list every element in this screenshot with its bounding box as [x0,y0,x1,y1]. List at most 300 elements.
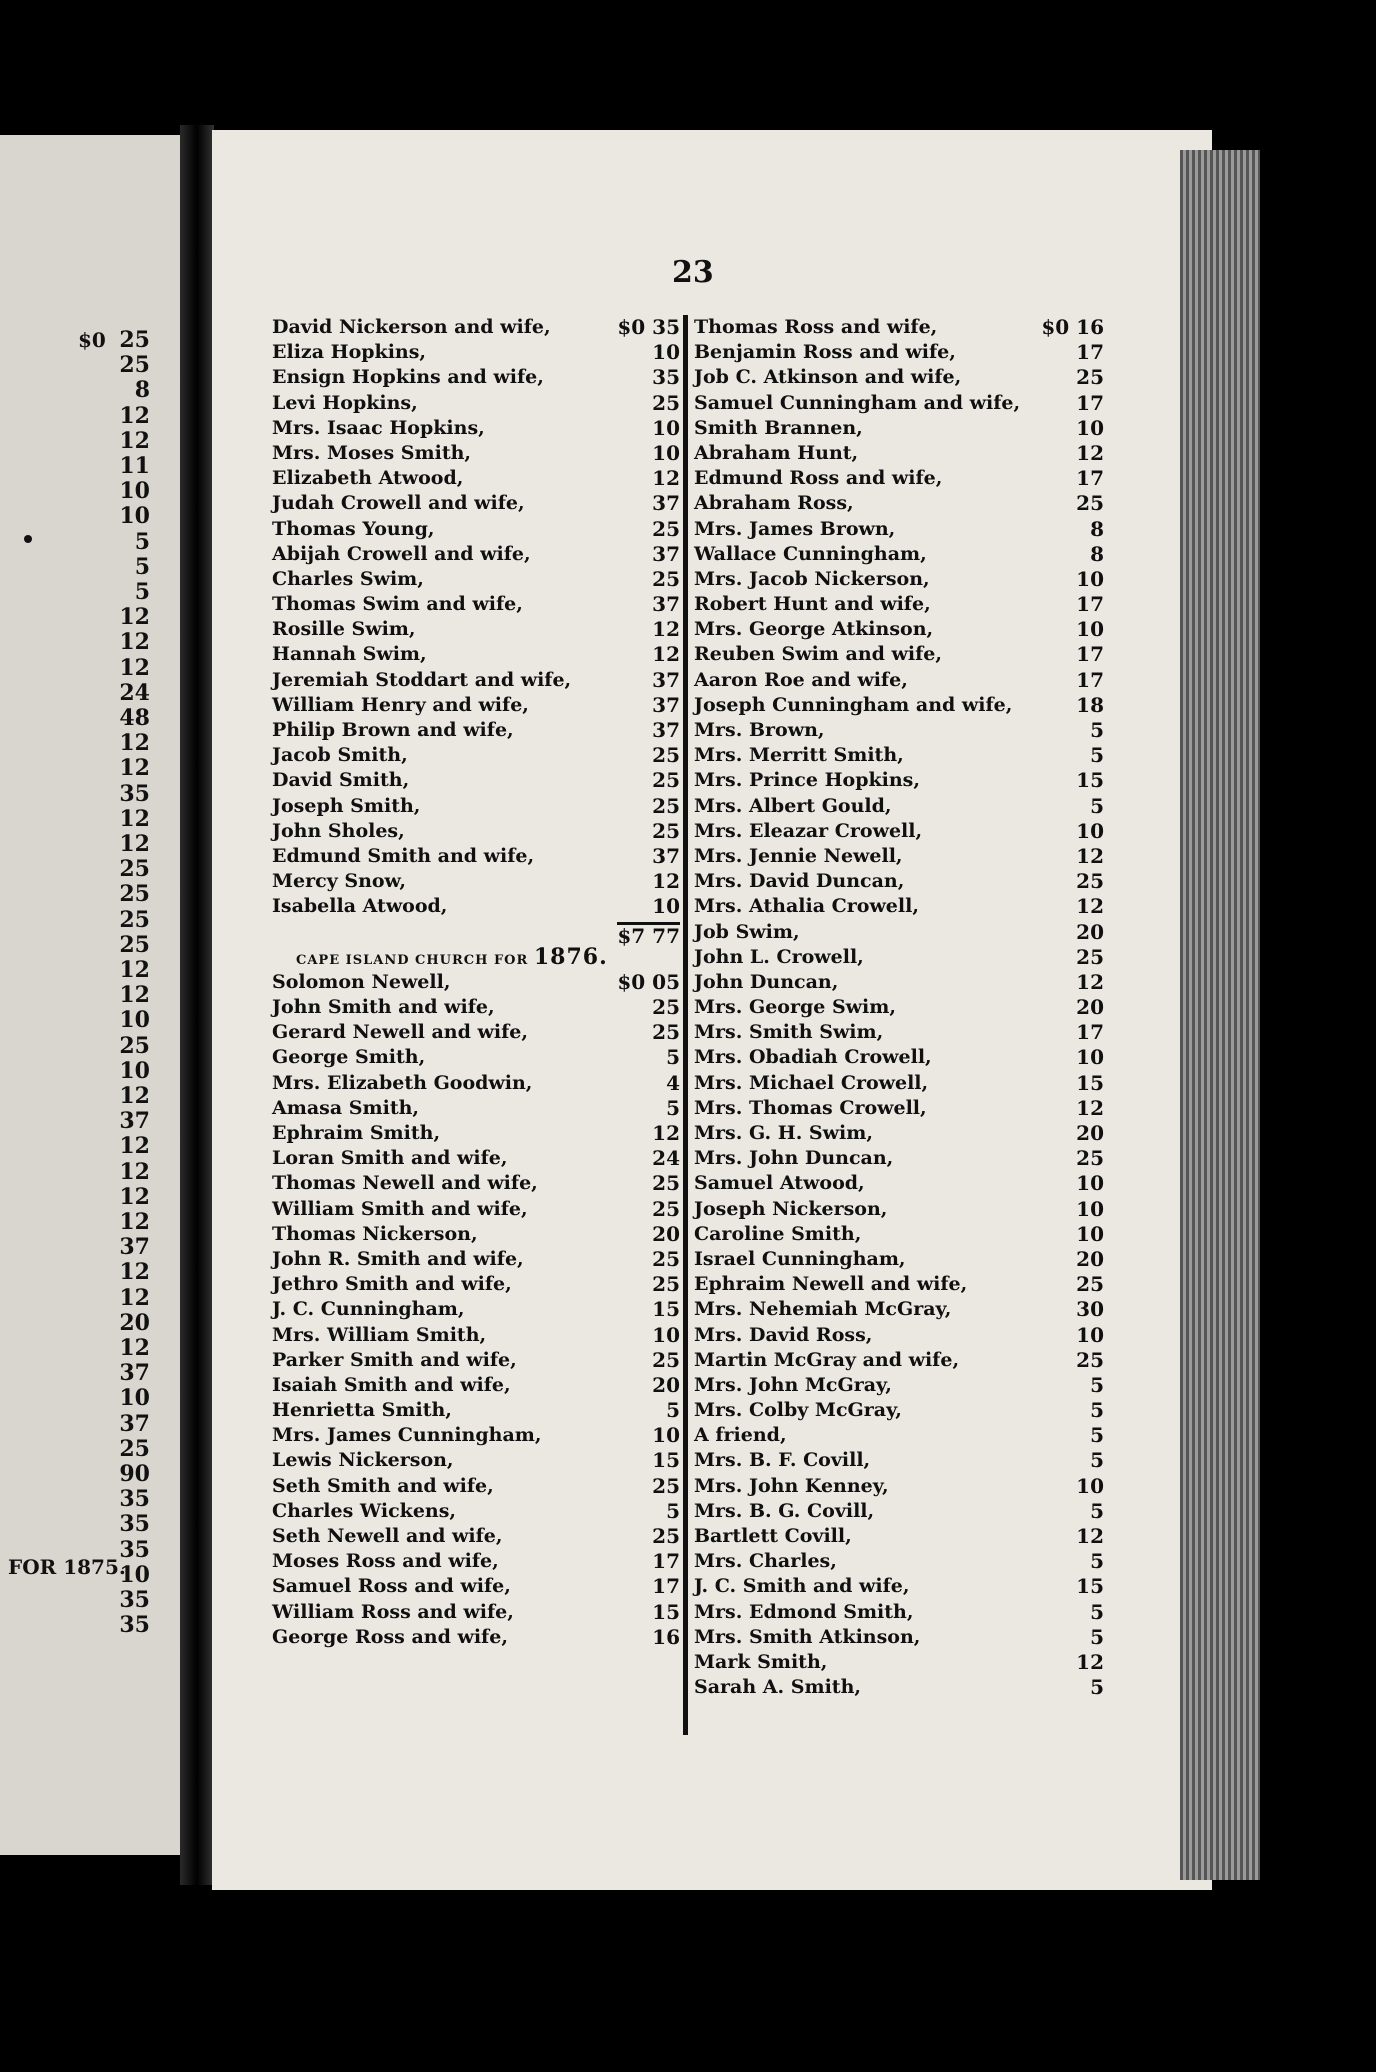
entry-row [272,869,680,894]
contributor-name: Mrs. George Swim, [694,996,896,1019]
entry-row [272,768,680,793]
contributor-name: Aaron Roe and wife, [694,668,908,691]
contribution-amount: 25 [652,1171,680,1196]
contributor-name: George Ross and wife, [272,1625,508,1648]
contribution-amount: 25 [652,1246,680,1271]
entry-row [694,365,1104,390]
left-page-dollar: $0 [78,328,106,352]
entry-row [272,1121,680,1146]
entry-row [694,1045,1104,1070]
left-page-amount: 35 [119,1511,150,1538]
left-page-amount: 37 [119,1234,150,1261]
entry-row [694,315,1104,340]
contribution-amount: 5 [1090,1624,1104,1649]
contributor-name: A friend, [694,1424,787,1447]
left-page-amount: 48 [119,705,150,731]
contribution-amount: 15 [652,1448,680,1473]
entry-row [272,1222,680,1247]
contribution-amount: 5 [666,1095,680,1120]
contributor-name: Mrs. David Ross, [694,1323,873,1346]
contribution-amount: 25 [1076,944,1104,969]
entry-row [272,1045,680,1070]
left-page-amount: 12 [119,1335,150,1361]
entry-row [694,1373,1104,1398]
entry-row [694,592,1104,617]
left-page-amount: 35 [119,1536,150,1563]
contribution-amount: 25 [652,743,680,768]
section-year: 1876. [533,943,608,970]
contributor-name: Mark Smith, [694,1650,828,1673]
contribution-amount: 25 [652,1196,680,1221]
contribution-amount: 37 [652,491,680,516]
left-page-amount: 12 [119,982,150,1009]
left-page-amount: 25 [119,906,150,933]
contributor-name: Mercy Snow, [272,870,406,893]
contribution-amount: 12 [1076,1649,1104,1674]
contributor-name: John Sholes, [272,819,405,842]
entry-row [272,668,680,693]
left-page-amount: 5 [134,579,150,605]
contributor-name: Mrs. Smith Atkinson, [694,1625,921,1648]
left-page-amount: 12 [119,1083,150,1109]
left-column [272,315,680,1650]
left-page-amount: 12 [119,1183,150,1210]
contribution-amount: 4 [666,1070,680,1095]
contribution-amount: 8 [1090,516,1104,541]
contributor-name: Rosille Swim, [272,618,416,641]
section-heading [272,945,680,970]
entry-row [694,1675,1104,1700]
contribution-amount: 17 [652,1549,680,1574]
contributor-name: Mrs. Jennie Newell, [694,844,903,867]
entry-row [694,517,1104,542]
contributor-name: Mrs. Albert Gould, [694,794,892,817]
contribution-amount: 10 [652,440,680,465]
entry-row [272,819,680,844]
contribution-amount: 10 [1076,1196,1104,1221]
contribution-amount: 15 [1076,768,1104,793]
entry-row [694,819,1104,844]
entry-row [694,1474,1104,1499]
contributor-name: J. C. Smith and wife, [694,1575,910,1598]
left-page-amount: 37 [119,1360,150,1387]
entry-row [272,1247,680,1272]
left-page-amount: 8 [134,377,150,404]
entry-row [694,1398,1104,1423]
left-page-amount: 10 [119,1385,150,1412]
left-page-amount: 25 [119,881,150,908]
entry-row [694,491,1104,516]
contribution-amount: 12 [652,466,680,491]
contributor-name: Thomas Ross and wife, [694,316,938,338]
entry-row [272,517,680,542]
entry-row [272,416,680,441]
entry-row [694,1600,1104,1625]
previous-page-fragment [0,135,180,1855]
contribution-amount: 12 [652,869,680,894]
left-page-amount: 12 [119,604,150,631]
contributor-name: Solomon Newell, [272,970,451,993]
contributor-name: Mrs. G. H. Swim, [694,1122,873,1144]
contributor-name: Martin McGray and wife, [694,1348,960,1371]
contributor-name: Jeremiah Stoddart and wife, [272,668,572,691]
entry-row [272,1348,680,1373]
contribution-amount: 5 [1090,1398,1104,1423]
right-column [694,315,1104,1700]
entry-row [272,1474,680,1499]
entry-row [694,642,1104,667]
contribution-amount: 5 [1090,1549,1104,1574]
contribution-amount: 37 [652,692,680,717]
entry-row [272,642,680,667]
entry-row [272,441,680,466]
contributor-name: Jacob Smith, [272,744,408,767]
left-page-amount: 35 [119,1486,150,1513]
contributor-name: Samuel Cunningham and wife, [694,391,1021,414]
entry-row [272,794,680,819]
contribution-amount: 17 [1076,592,1104,617]
contribution-amount: 12 [652,1121,680,1145]
contributor-name: Wallace Cunningham, [694,542,927,565]
left-page-amount: 25 [119,931,150,958]
contributor-name: John Smith and wife, [272,996,495,1019]
contributor-name: William Ross and wife, [272,1600,514,1623]
contributor-name: John R. Smith and wife, [272,1247,524,1270]
entry-row [272,466,680,491]
contribution-amount: 15 [1076,1070,1104,1095]
left-page-amount: 12 [119,427,150,454]
contributor-name: Philip Brown and wife, [272,719,514,741]
contributor-name: Mrs. Thomas Crowell, [694,1096,927,1119]
left-page-amount: 11 [119,453,150,479]
entry-row [694,1524,1104,1549]
entry-row [694,1448,1104,1473]
entry-row [694,995,1104,1020]
entry-row [694,1121,1104,1146]
entry-row [272,743,680,768]
contributor-name: Mrs. David Duncan, [694,870,905,893]
contribution-amount: $0 16 [1041,315,1104,339]
contribution-amount: 25 [652,818,680,843]
contribution-amount: 17 [652,1574,680,1599]
contributor-name: Mrs. James Cunningham, [272,1424,542,1447]
entry-row [272,693,680,718]
contributor-name: Smith Brannen, [694,416,863,439]
contributor-name: Job C. Atkinson and wife, [694,366,962,389]
contribution-amount: 10 [1076,1221,1104,1246]
contributor-name: Joseph Cunningham and wife, [694,693,1013,716]
contributor-name: Joseph Smith, [272,794,421,817]
entry-row [272,1398,680,1423]
contributor-name: Henrietta Smith, [272,1399,452,1422]
ink-spot [24,535,32,543]
contribution-amount: 25 [652,390,680,415]
entry-row [694,718,1104,743]
contributor-name: Loran Smith and wife, [272,1147,508,1170]
contribution-amount: 25 [652,1347,680,1372]
entry-row [272,1297,680,1322]
contributor-name: David Nickerson and wife, [272,316,551,338]
contribution-amount: 20 [1076,995,1104,1020]
entry-row [272,1448,680,1473]
page-edge [1180,150,1260,1880]
contribution-amount: 17 [1076,390,1104,415]
contribution-amount: 15 [652,1599,680,1624]
entry-row [272,1499,680,1524]
contribution-amount: 5 [1090,743,1104,768]
entry-row [694,466,1104,491]
entry-row [694,1146,1104,1171]
entry-row [272,970,680,995]
contribution-amount: 8 [1090,541,1104,566]
contribution-amount: 25 [652,1020,680,1045]
contribution-amount: 12 [652,642,680,667]
entry-row [694,1323,1104,1348]
entry-row [272,1323,680,1348]
entry-row [694,1247,1104,1272]
contributor-name: Thomas Young, [272,517,435,540]
entry-row [272,1600,680,1625]
contribution-amount: 10 [652,1423,680,1448]
contribution-amount: 10 [1076,1322,1104,1347]
entry-row [694,1071,1104,1096]
contributor-name: Mrs. Edmond Smith, [694,1600,914,1623]
contribution-amount: 25 [652,793,680,818]
contribution-amount: 12 [1076,440,1104,465]
contributor-name: Mrs. Charles, [694,1550,837,1573]
contributor-name: Parker Smith and wife, [272,1348,517,1371]
entry-row [694,391,1104,416]
entry-row [272,365,680,390]
contributor-name: Ephraim Smith, [272,1122,441,1144]
contributor-name: Isaiah Smith and wife, [272,1373,511,1396]
entry-row [694,1423,1104,1448]
contribution-amount: 5 [1090,1599,1104,1624]
contribution-amount: 30 [1076,1297,1104,1322]
contributor-name: Eliza Hopkins, [272,341,427,364]
contribution-amount: 37 [652,592,680,617]
entry-row [694,1499,1104,1524]
contribution-amount: 25 [652,995,680,1020]
contribution-amount: 5 [1090,793,1104,818]
entry-row [694,1625,1104,1650]
contributor-name: Robert Hunt and wife, [694,593,931,616]
left-page-amount: 25 [119,352,150,379]
contribution-amount: 5 [666,1398,680,1423]
entry-row [272,592,680,617]
contributor-name: Edmund Ross and wife, [694,467,943,490]
contribution-amount: 10 [1076,1171,1104,1196]
contribution-amount: 5 [1090,1423,1104,1448]
entry-row [694,1197,1104,1222]
contribution-amount: 25 [652,1272,680,1297]
contributor-name: Isabella Atwood, [272,895,448,918]
contribution-amount: 15 [1076,1574,1104,1599]
entry-row [272,1171,680,1196]
contribution-amount: 5 [666,1498,680,1523]
entry-row [272,1272,680,1297]
left-page-amount: 5 [134,553,150,580]
left-page-amount: 25 [119,1435,150,1462]
contribution-amount: 5 [666,1045,680,1070]
contribution-amount: 17 [1076,466,1104,491]
contribution-amount: 10 [1076,566,1104,591]
contributor-name: Benjamin Ross and wife, [694,341,956,364]
left-page-amount: 12 [119,1158,150,1185]
entry-row [694,844,1104,869]
contributor-name: Thomas Nickerson, [272,1222,478,1245]
entry-row [272,1020,680,1045]
contributor-name: Judah Crowell and wife, [272,492,525,515]
entry-row [272,894,680,919]
entry-row [272,1146,680,1171]
contribution-amount: 10 [1076,415,1104,440]
contributor-name: Mrs. Elizabeth Goodwin, [272,1071,533,1094]
contribution-amount: 10 [652,894,680,919]
contributor-name: Amasa Smith, [272,1096,420,1119]
contributor-name: Abijah Crowell and wife, [272,542,531,565]
left-page-amount: 10 [119,1561,150,1588]
contribution-amount: 16 [652,1624,680,1649]
contributor-name: Sarah A. Smith, [694,1676,862,1699]
entry-row [694,1272,1104,1297]
contributor-name: Mrs. John McGray, [694,1373,892,1396]
entry-row [272,1524,680,1549]
contributor-name: David Smith, [272,769,410,792]
entry-row [272,1625,680,1650]
contributor-name: Abraham Hunt, [694,441,859,464]
left-page-amount: 25 [119,1032,150,1059]
contribution-amount: 12 [652,617,680,642]
contributor-name: Thomas Newell and wife, [272,1172,538,1195]
contributor-name: Mrs. B. G. Covill, [694,1499,875,1522]
entry-row [694,441,1104,466]
left-page-amount: 12 [119,402,150,429]
contribution-amount: 10 [1076,617,1104,642]
contributor-name: George Smith, [272,1046,426,1069]
contribution-amount: 25 [1076,1146,1104,1171]
contribution-amount: 5 [1090,1675,1104,1700]
left-page-amount: 35 [119,1612,150,1639]
entry-row [694,1096,1104,1121]
subtotal-row [272,920,680,948]
contribution-amount: 25 [652,768,680,793]
left-page-amount: 12 [119,755,150,782]
left-page-amount: 25 [119,856,150,883]
contributor-name: Mrs. John Duncan, [694,1147,894,1170]
contribution-amount: 25 [1076,869,1104,894]
left-page-amount: 10 [119,1057,150,1084]
entry-row [272,315,680,340]
entry-row [694,1171,1104,1196]
contributor-name: Mrs. Jacob Nickerson, [694,567,930,590]
contributor-name: Mrs. Prince Hopkins, [694,769,920,792]
contribution-amount: 37 [652,541,680,566]
left-page-amount: 35 [119,1587,150,1613]
contribution-amount: 18 [1076,692,1104,717]
entry-row [272,718,680,743]
left-page-amount: 12 [119,831,150,857]
contributor-name: Seth Smith and wife, [272,1474,494,1497]
contribution-amount: 25 [652,516,680,541]
left-page-amount: 12 [119,805,150,832]
entry-row [694,1574,1104,1599]
left-page-amount: 35 [119,780,150,807]
entry-row [272,340,680,365]
contributor-name: Abraham Ross, [694,492,854,515]
entry-row [272,391,680,416]
column-divider [683,315,688,1735]
contributor-name: Mrs. Moses Smith, [272,441,472,464]
contributor-name: Mrs. John Kenney, [694,1474,889,1497]
left-page-amount: 12 [119,1284,150,1311]
left-page-amount: 5 [134,528,150,555]
contribution-amount: 20 [1076,1121,1104,1145]
entry-row [694,1222,1104,1247]
entry-row [272,1549,680,1574]
left-page-amount: 20 [119,1309,150,1336]
contribution-amount: 20 [652,1372,680,1397]
left-page-amount: 10 [119,1007,150,1034]
entry-row [694,920,1104,945]
contribution-amount: 17 [1076,667,1104,692]
contributor-name: Mrs. Eleazar Crowell, [694,819,923,842]
contributor-name: Mrs. Nehemiah McGray, [694,1298,952,1321]
contribution-amount: $0 05 [617,969,680,994]
entry-row [272,1197,680,1222]
entry-row [694,340,1104,365]
contribution-amount: 25 [1076,1347,1104,1372]
contribution-amount: 12 [1076,1095,1104,1120]
contribution-amount: 5 [1090,1372,1104,1397]
contribution-amount: 37 [652,718,680,742]
contributor-name: Mrs. Isaac Hopkins, [272,416,485,439]
contribution-amount: 35 [652,365,680,390]
entry-row [694,542,1104,567]
contribution-amount: 25 [1076,491,1104,516]
contributor-name: Lewis Nickerson, [272,1449,454,1472]
contributor-name: Edmund Smith and wife, [272,844,535,867]
left-page-amount: 90 [119,1461,150,1487]
contribution-amount: 10 [652,340,680,365]
contributor-name: Joseph Nickerson, [694,1197,888,1220]
contribution-amount: $7 77 [617,923,680,948]
contribution-amount: 10 [1076,1473,1104,1498]
contribution-amount: 20 [652,1221,680,1246]
contributor-name: Mrs. Merritt Smith, [694,744,904,767]
left-page-amount: 12 [119,1259,150,1286]
contributor-name: Mrs. B. F. Covill, [694,1449,871,1472]
contributor-name: Mrs. James Brown, [694,517,896,540]
entry-row [272,1071,680,1096]
entry-row [694,743,1104,768]
entry-row [694,617,1104,642]
book-gutter [180,125,214,1885]
contributor-name: Caroline Smith, [694,1222,862,1245]
entry-row [694,794,1104,819]
contribution-amount: 10 [652,1322,680,1347]
left-page-amount: 24 [119,679,150,706]
contributor-name: J. C. Cunningham, [272,1298,465,1321]
contributor-name: Mrs. Athalia Crowell, [694,895,919,918]
entry-row [272,995,680,1020]
entry-row [272,1574,680,1599]
contribution-amount: 37 [652,667,680,692]
contributor-name: Mrs. Colby McGray, [694,1399,902,1422]
contributor-name: Moses Ross and wife, [272,1550,499,1573]
entry-row [694,1549,1104,1574]
left-page-amount: 12 [119,1209,150,1235]
